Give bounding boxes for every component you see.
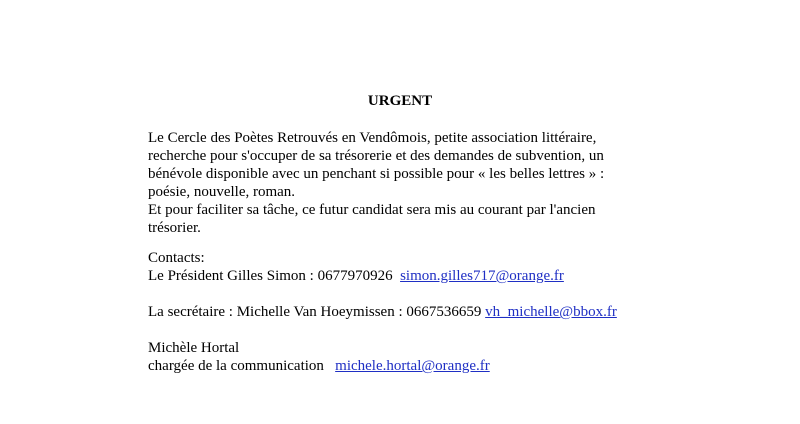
- president-email-link[interactable]: simon.gilles717@orange.fr: [400, 268, 564, 284]
- paragraph-line-1: Le Cercle des Poètes Retrouvés en Vendômois, petite association littéraire,: [148, 130, 597, 146]
- contact-communication: [148, 357, 748, 375]
- communication-email-link[interactable]: michele.hortal@orange.fr: [335, 358, 490, 374]
- spacer: [148, 285, 748, 303]
- paragraph-line-2: recherche pour s'occuper de sa trésorerie et des demandes de subvention, un: [148, 148, 604, 164]
- spacer: [148, 237, 748, 249]
- contact-president: [148, 267, 748, 285]
- paragraph-line-4: poésie, nouvelle, roman.: [148, 184, 296, 200]
- contact-communication-name: Michèle Hortal: [148, 340, 240, 356]
- contact-president-text: Le Président Gilles Simon : 0677970926: [148, 268, 401, 284]
- page-title: URGENT: [367, 93, 433, 109]
- paragraph-line-6: trésorier.: [148, 220, 201, 236]
- spacer: [148, 321, 748, 339]
- paragraph-line-3: bénévole disponible avec un penchant si possible pour « les belles lettres » :: [148, 166, 605, 182]
- document-body: [148, 129, 748, 375]
- secretary-email-link[interactable]: vh_michelle@bbox.fr: [485, 304, 617, 320]
- contact-secretary-text: La secrétaire : Michelle Van Hoeymissen : 0667536659: [148, 304, 486, 320]
- contact-communication-text: chargée de la communication: [148, 358, 336, 374]
- contacts-heading: Contacts:: [148, 250, 205, 266]
- contact-secretary: [148, 303, 748, 321]
- paragraph-line-5: Et pour faciliter sa tâche, ce futur candidat sera mis au courant par l'ancien: [148, 202, 596, 218]
